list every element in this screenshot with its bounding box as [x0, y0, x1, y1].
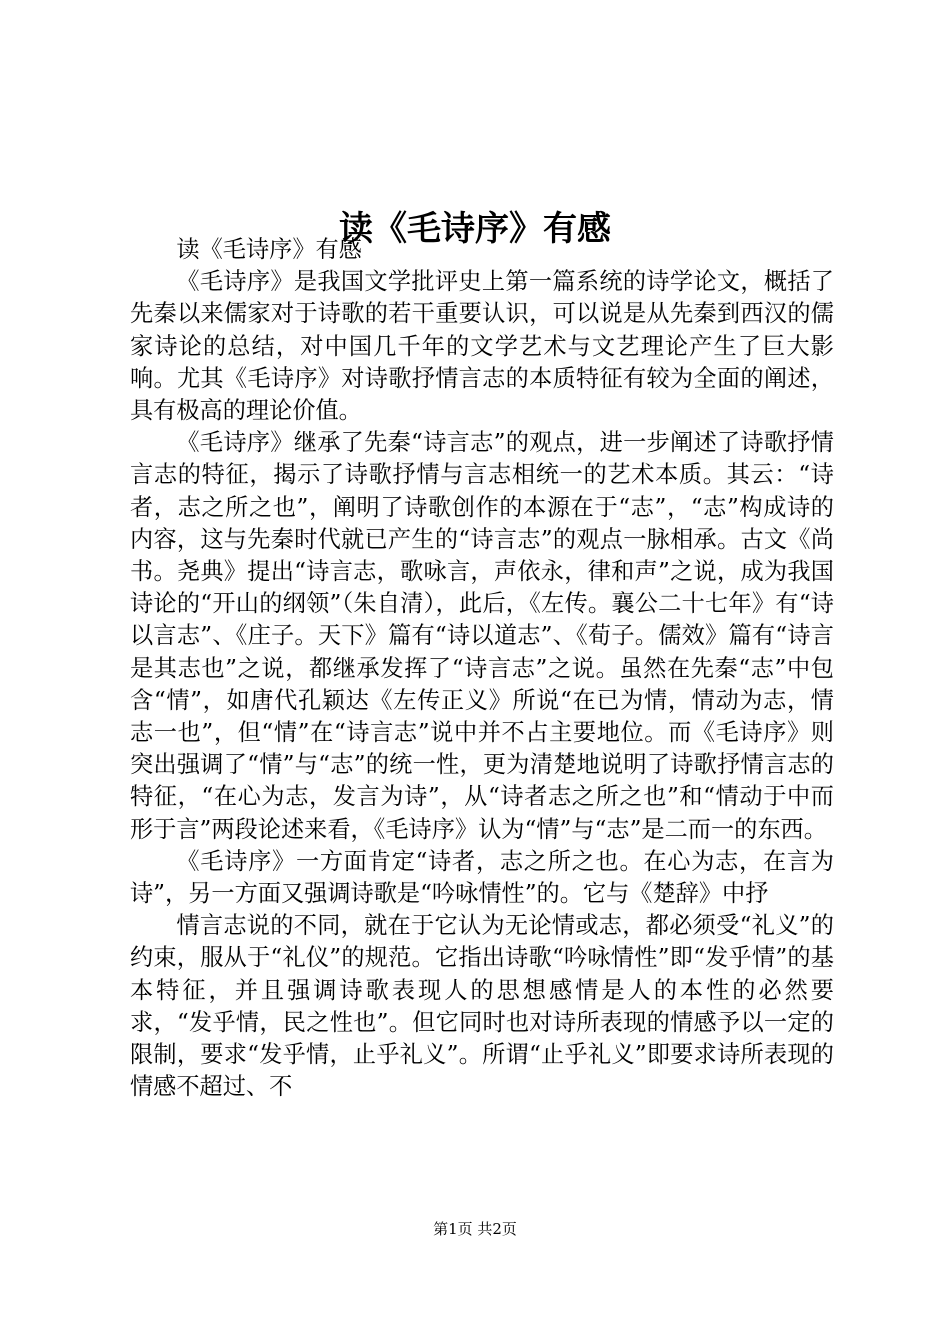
- body-paragraph: 情言志说的不同，就在于它认为无论情或志，都必须受“礼义”的约束，服从于“礼仪”的规范。它指出诗歌“吟咏情性”即“发乎情”的基本特征，并且强调诗歌表现人的思想感情是人的本性的必然要求，“发乎情，民之性也”。但它同时也对诗所表现的情感予以一定的限制，要求“发乎情，止乎礼义”。所谓“止乎礼义”即要求诗所表现的情感不超过、不: [130, 912, 834, 1101]
- body-paragraph: 《毛诗序》继承了先秦“诗言志”的观点，进一步阐述了诗歌抒情言志的特征，揭示了诗歌抒情与言志相统一的艺术本质。其云：“诗者，志之所之也”，阐明了诗歌创作的本源在于“志”，“志”构成诗的内容，这与先秦时代就已产生的“诗言志”的观点一脉相承。古文《尚书。尧典》提出“诗言志，歌咏言，声依永，律和声”之说，成为我国诗论的“开山的纲领”（朱自清），此后，《左传。襄公二十七年》有“诗以言志”、《庄子。天下》篇有“诗以道志”、《荀子。儒效》篇有“诗言是其志也”之说，都继承发挥了“诗言志”之说。虽然在先秦“志”中包含“情”，如唐代孔颖达《左传正义》所说“在已为情，情动为志，情志一也”，但“情”在“诗言志”说中并不占主要地位。而《毛诗序》则突出强调了“情”与“志”的统一性，更为清楚地说明了诗歌抒情言志的特征，“在心为志，发言为诗”，从“诗者志之所之也”和“情动于中而形于言”两段论述来看，《毛诗序》认为“情”与“志”是二而一的东西。: [130, 429, 834, 843]
- subtitle-paragraph: 读《毛诗序》有感: [176, 236, 362, 263]
- body-paragraph: 《毛诗序》一方面肯定“诗者，志之所之也。在心为志，在言为诗”，另一方面又强调诗歌是“吟咏情性”的。它与《楚辞》中抒: [130, 847, 834, 908]
- page-number-footer: 第1页 共2页: [433, 1220, 517, 1238]
- document-title: 读《毛诗序》有感: [339, 208, 611, 249]
- body-paragraph: 《毛诗序》是我国文学批评史上第一篇系统的诗学论文，概括了先秦以来儒家对于诗歌的若干重要认识，可以说是从先秦到西汉的儒家诗论的总结，对中国几千年的文学艺术与文艺理论产生了巨大影响。尤其《毛诗序》对诗歌抒情言志的本质特征有较为全面的阐述，具有极高的理论价值。: [130, 268, 834, 425]
- document-body: [130, 234, 834, 1103]
